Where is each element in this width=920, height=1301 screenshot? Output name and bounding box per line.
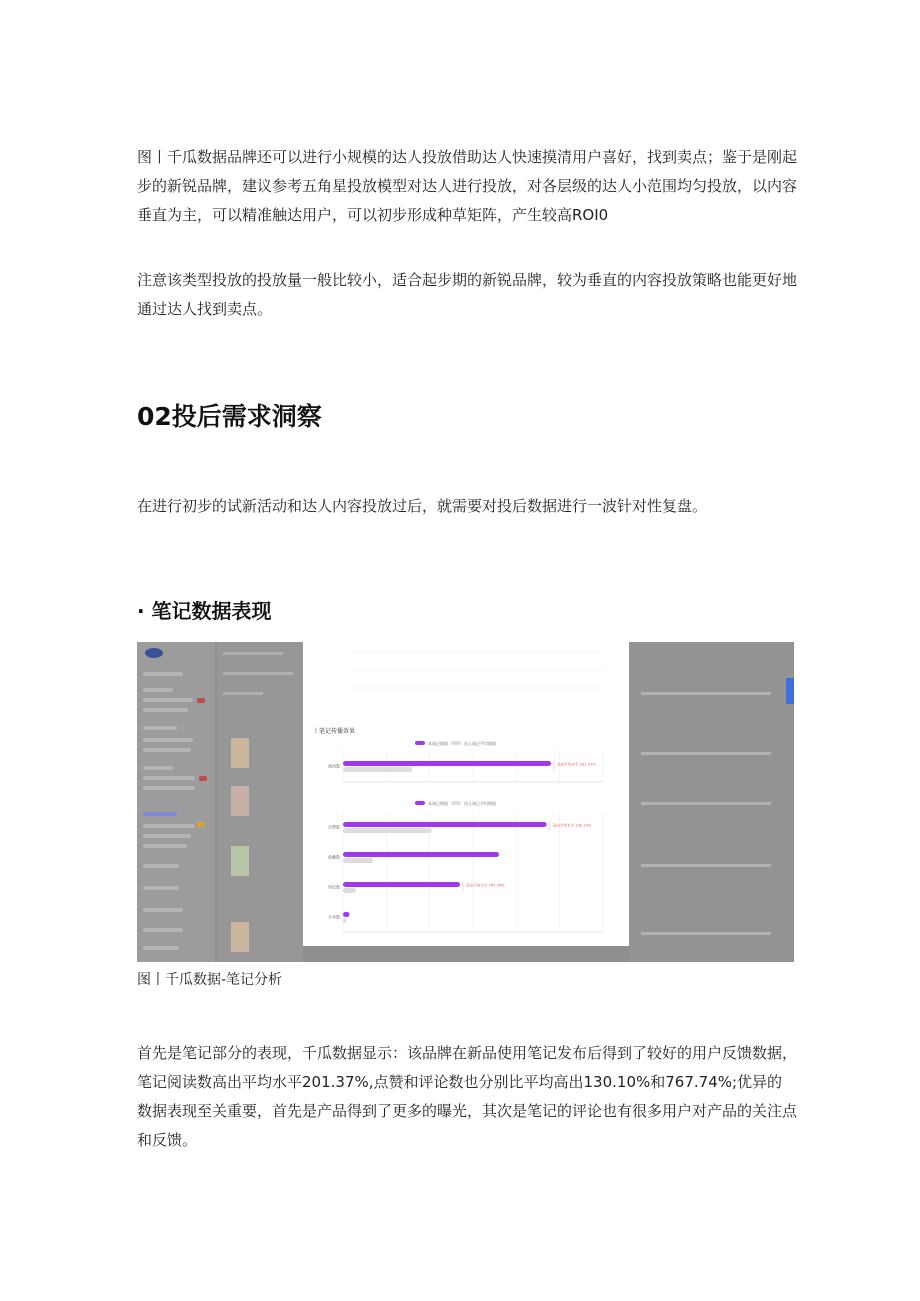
intro-paragraph: 图丨千瓜数据品牌还可以进行小规模的达人投放借助达人快速摸清用户喜好，找到卖点；鉴于是刚起步的新锐品牌，建议参考五角星投放模型对达人进行投放，对各层级的达人小范围均匀投放，以内容垂直为主，可以精准触达用户，可以初步形成种草矩阵，产生较高ROI0 bbox=[137, 148, 798, 224]
bar-1-0-s1 bbox=[343, 828, 432, 833]
annotation-1-2: 高出平均水平 767.74% bbox=[466, 883, 505, 888]
legend-swatch-0-1 bbox=[451, 741, 461, 745]
bar-1-2-s1 bbox=[343, 888, 356, 893]
bar-0-0-s0 bbox=[343, 761, 551, 766]
note-paragraph: 注意该类型投放的投放量一般比较小，适合起步期的新锐品牌，较为垂直的内容投放策略也能更好地通过达人找到卖点。 bbox=[137, 271, 798, 318]
panel-title: 丨笔记传播效果 bbox=[313, 728, 356, 735]
annotation-1-0: 高出平均水平 130.10% bbox=[552, 823, 592, 828]
legend-swatch-1-1 bbox=[451, 801, 461, 805]
app-logo bbox=[145, 648, 163, 658]
bar-1-3-s1 bbox=[343, 918, 346, 923]
legend-swatch-0-0 bbox=[415, 741, 425, 745]
analysis-paragraph: 首先是笔记部分的表现，千瓜数据显示：该品牌在新品使用笔记发布后得到了较好的用户反馈数据，笔记阅读数高出平均水平201.37%,点赞和评论数也分别比平均高出130.10%和767.74%;优异的数据表现至关重要，首先是产品得到了更多的曝光，其次是笔记的评论也有很多用户对产品的关注点和反馈。 bbox=[137, 1044, 798, 1149]
category-label-1-2: 评论数 bbox=[328, 884, 340, 890]
legend-label-0-1: 达人笔记平均数据 bbox=[464, 741, 496, 746]
category-label-1-0: 点赞数 bbox=[328, 824, 340, 830]
app-sidebar bbox=[137, 642, 215, 962]
bar-1-0-s0 bbox=[343, 822, 547, 827]
bar-1-1-s1 bbox=[343, 858, 373, 863]
bar-0-0-s1 bbox=[343, 767, 412, 772]
category-label-0-0: 阅读数 bbox=[328, 763, 340, 769]
embedded-screenshot bbox=[137, 642, 794, 962]
legend-swatch-1-0 bbox=[415, 801, 425, 805]
annotation-0-0: 高出平均水平 201.37% bbox=[557, 762, 596, 767]
note-list bbox=[217, 642, 303, 962]
category-label-1-1: 收藏数 bbox=[328, 854, 340, 860]
transition-paragraph: 在进行初步的试新活动和达人内容投放过后，就需要对投后数据进行一波针对性复盘。 bbox=[137, 497, 708, 515]
bar-1-1-s0 bbox=[343, 852, 499, 857]
chart-panel bbox=[303, 642, 629, 946]
bar-1-3-s0 bbox=[343, 912, 350, 917]
side-tab[interactable] bbox=[786, 678, 794, 704]
bar-charts bbox=[303, 642, 629, 946]
bar-1-2-s0 bbox=[343, 882, 460, 887]
legend-label-0-0: 本笔记数据 bbox=[428, 741, 448, 746]
data-table bbox=[629, 642, 794, 962]
legend-label-1-0: 本笔记数据 bbox=[428, 801, 448, 806]
category-label-1-3: 分享数 bbox=[328, 914, 340, 920]
section-heading: 02投后需求洞察 bbox=[137, 402, 322, 431]
legend-label-1-1: 达人笔记平均数据 bbox=[464, 801, 496, 806]
figure-caption: 图丨千瓜数据-笔记分析 bbox=[137, 972, 283, 988]
sub-heading: · 笔记数据表现 bbox=[137, 599, 272, 623]
